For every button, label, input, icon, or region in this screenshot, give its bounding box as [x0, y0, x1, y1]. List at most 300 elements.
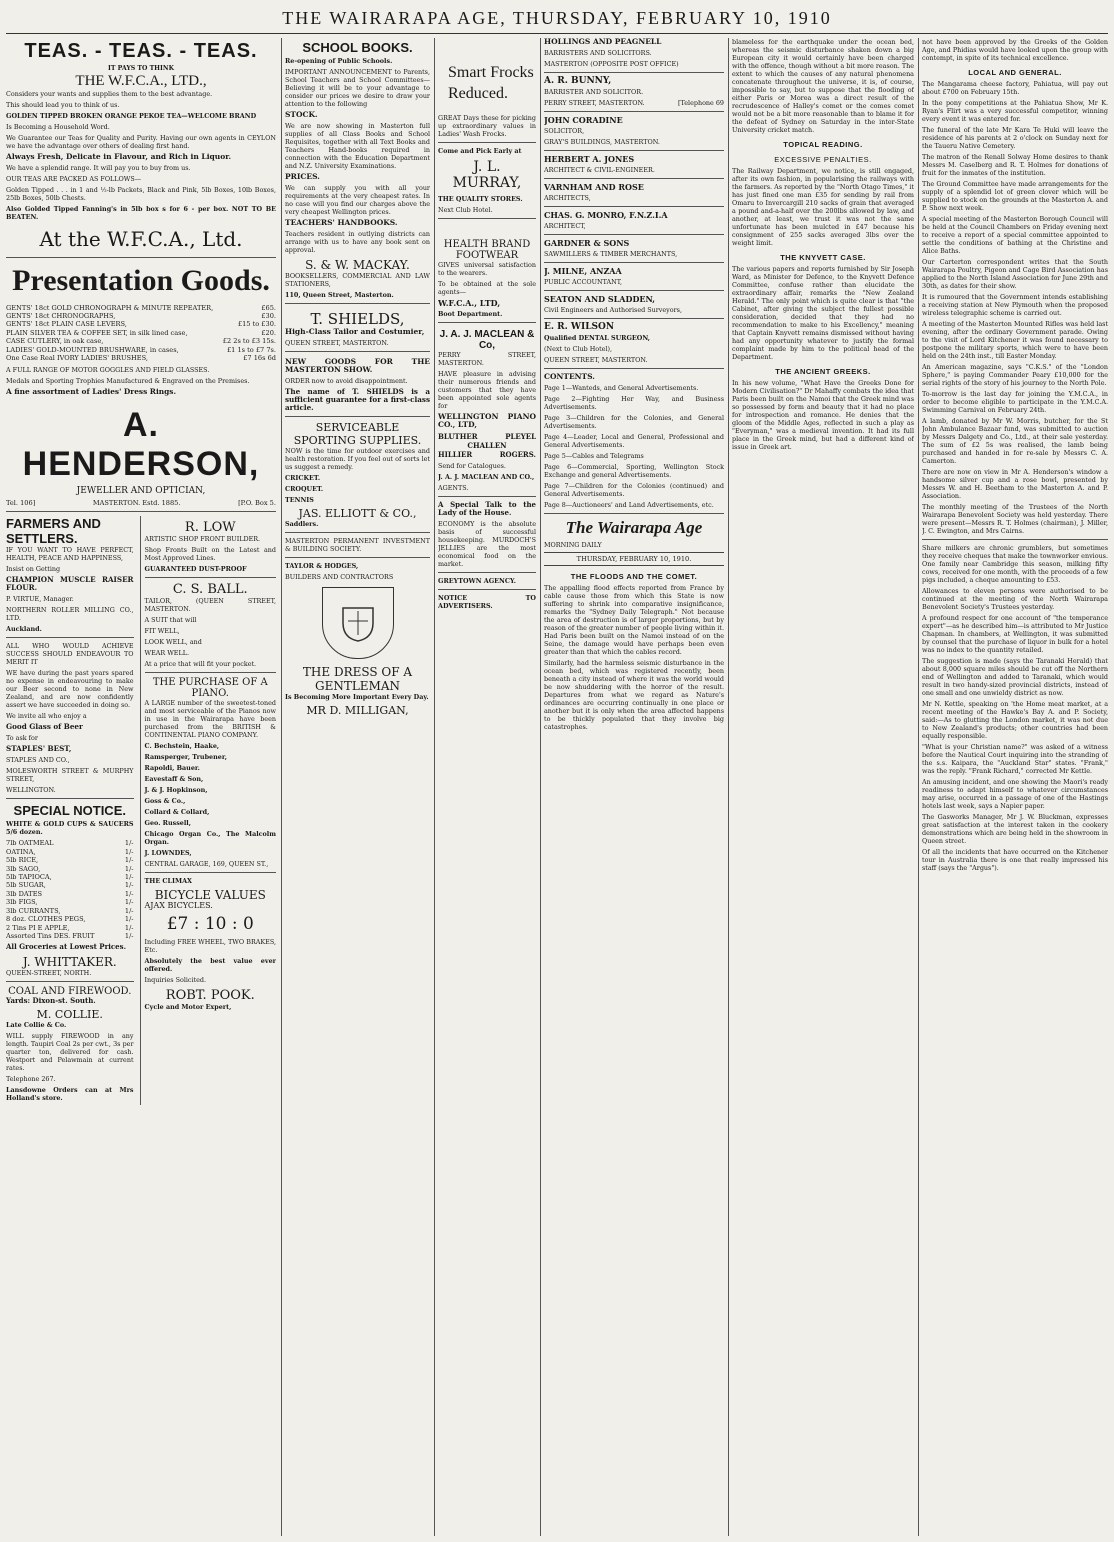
dress-sub: Is Becoming More Important Every Day. — [285, 693, 429, 701]
pres-footer: Medals and Sporting Trophies Manufactured & Engraved on the Premises. — [6, 377, 250, 386]
special-item-label: 7lb OATMEAL — [6, 839, 54, 848]
presentation-item-row — [6, 304, 276, 312]
floods-text: Similarly, had the harmless seismic disturbance in the ocean bed, which was registered recently, been beneath a city instead of where it was the world would be now shuddering with the horror of the result. Departures from what we regard as Nature's ordinances are occurring continually in one place or another but it is only when the area affected happens to be thickly populated that they involve big catastrophes. — [544, 659, 724, 731]
maclean2: J. A. J. MACLEAN AND CO., — [438, 473, 535, 481]
prices-text: We can supply you with all your requirements at the very cheapest rates. In no case will you find our charges above the very cheapest Wellington prices. — [285, 184, 430, 216]
presentation-item-row — [6, 354, 276, 362]
pres-footer: A fine assortment of Ladies' Dress Rings. — [6, 387, 177, 397]
local-item: It is rumoured that the Government intends establishing a receiving station at New Plymouth when the proposed wireless telegraphic scheme is carried out. — [922, 293, 1108, 317]
mackay-sub: BOOKSELLERS, COMMERCIAL AND LAW STATIONERS, — [285, 272, 430, 288]
wilson-addr: (Next to Club Hotel), — [544, 345, 613, 353]
special-item-price: 1/- — [124, 923, 134, 932]
come-early: Come and Pick Early at — [438, 147, 522, 155]
telephone: [Telephone 69 — [678, 99, 724, 107]
mackay-name: S. & W. MACKAY. — [305, 258, 410, 272]
divider — [544, 318, 724, 319]
contents-list — [544, 384, 724, 509]
staples-line: MOLESWORTH STREET & MURPHY STREET, — [6, 767, 134, 784]
elliott-name: JAS. ELLIOTT & CO., — [298, 507, 417, 520]
special-item-price: 1/- — [124, 864, 134, 873]
local-item: To-morrow is the last day for joining the Y.M.C.A., in order to become eligible to participate in the Y.M.C.A. Swimming Carnival on February 24th. — [922, 390, 1108, 414]
divider — [544, 368, 724, 369]
special-item-row — [6, 856, 134, 864]
special-item-row — [6, 924, 134, 932]
ball-line: A SUIT that will — [144, 616, 197, 625]
divider — [544, 234, 724, 235]
article-text: The various papers and reports furnished by Sir Joseph Ward, as Minister for Defence, to the Knyvett Defence Committee, confuse rather than elucidate the extraordinary affair, remarks the "New Zealand Herald." The only point which is quite clear is that "the Cabinet, after giving the subject the fullest possible consideration, decided that they had no recommendation to make to his Excellency," meaning that Captain Knyvett remains dismissed without having had any opportunity whatever to justify the formal complaint made by him to the political head of the Department. — [732, 265, 914, 361]
presentation-item-price: £1 1s to £7 7s. — [226, 345, 276, 354]
order-now: ORDER now to avoid disappointment. — [285, 377, 408, 385]
presentation-item-row — [6, 320, 276, 328]
local-item: A special meeting of the Masterton Borough Council will be held at the Council Chambers on Friday evening next to receive a report of a special committee appointed to settle the conditions of bathing at the Christine and Alice Baths. — [922, 215, 1108, 255]
challen: CHALLEN — [467, 441, 507, 450]
local-item: A profound respect for one account of "the temperance expert"—as he described him—is attributed to Mr Justice Chapman. In chambers, at Wellington, it was submitted by counsel that the purchase of liquor in bulk for a hotel was no index to the quantity retailed. — [922, 614, 1108, 654]
special-item-label: Assorted Tins DES. FRUIT — [6, 931, 95, 940]
special-item-price: 1/- — [124, 881, 134, 890]
special-item-row — [6, 898, 134, 906]
maclean-text: HAVE pleasure in advising their numerous friends and customers that they have been appointed sole agents for — [438, 370, 536, 410]
special-sub: WHITE & GOLD CUPS & SAUCERS 5/6 dozen. — [6, 820, 134, 837]
local-item: "What is your Christian name?" was asked of a witness before the Nautical Court inquiring into the stranding of the s.s. Kaipara, the "Auckland Star" states. "Frank," was the reply. "Frank Richard," corrected Mr Kettle. — [922, 743, 1108, 775]
special-item-price: 1/- — [124, 915, 134, 924]
special-item-label: 3lb FIGS, — [6, 898, 38, 907]
col1-right-sub — [140, 516, 276, 1105]
special-footer: All Groceries at Lowest Prices. — [6, 942, 127, 952]
column-rule — [281, 38, 282, 1536]
divider — [544, 150, 724, 151]
pleyel: PLEYEL — [505, 432, 536, 441]
piano-brand: Geo. Russell, — [144, 819, 191, 828]
best-value: Absolutely the best value ever offered. — [144, 957, 276, 974]
local-item: Of all the incidents that have occurred on the Kitchener tour in Australia there is one that really impressed his staff (says the "Argus"). — [922, 848, 1108, 872]
special-item-label: 3lb CURRANTS, — [6, 906, 61, 915]
quality-stores: THE QUALITY STORES. — [438, 195, 523, 203]
ball-name: C. S. BALL. — [172, 582, 248, 598]
divider — [544, 513, 724, 514]
local-item: A lamb, donated by Mr W. Morris, butcher, for the St John Ambulance Bazaar fund, was submitted to auction by Messrs Dalgety and Co., Ltd., at their sale yesterday. The sum of £2 5s was realised, the lamb being purchased and handed in for re-sale by Messrs C. A. Camerton. — [922, 417, 1108, 465]
presentation-item-price: £20. — [261, 328, 276, 337]
name-shields: The name of T. SHIELDS is a sufficient guarantee for a first-class article. — [285, 387, 430, 412]
vennard-sub: ARCHITECTS, — [544, 194, 591, 202]
special-list — [6, 839, 134, 940]
local-item: There are now on view in Mr A. Henderson's window a handsome silver cup and a rose bowl, presented by Messrs W. and H. Beetham to the Masterton A. and P. Association. — [922, 468, 1108, 500]
paper-title: The Wairarapa Age — [565, 518, 703, 537]
divider — [438, 142, 536, 143]
special-item-label: 5lb RICE, — [6, 856, 39, 865]
divider — [438, 572, 536, 573]
presentation-item-price: £30. — [261, 312, 276, 320]
divider — [438, 589, 536, 590]
wilson-name: E. R. WILSON — [544, 322, 615, 332]
divider — [285, 351, 430, 352]
special-item-price: 1/- — [124, 889, 134, 898]
masthead: THE WAIRARAPA AGE, THURSDAY, FEBRUARY 10, 1910 — [282, 8, 832, 28]
contents-item: Page 2—Fighting Her Way, and Business Advertisements. — [544, 395, 724, 411]
collie-text: WILL supply FIREWOOD in any length. Taupiri Coal 2s per cwt., 3s per quarter ton, delivered for cash. Westport and Pelawmain at current rates. — [6, 1032, 134, 1073]
teachers-head: TEACHERS' HANDBOOKS. — [285, 218, 398, 227]
divider — [6, 798, 134, 799]
frocks-text: GREAT Days these for picking up extraordinary values in Ladies' Wash Frocks. — [438, 114, 536, 138]
perry-street: PERRY STREET, MASTERTON. — [544, 99, 645, 107]
presentation-title: Presentation Goods. — [12, 263, 270, 297]
column-rule — [434, 38, 435, 1536]
staples-line: WE have during the past years spared no expense in endeavouring to make our Beer second to none in New Zealand, and are now confidently assert we have succeeded in doing so. — [6, 669, 134, 710]
column-2 — [285, 38, 430, 1536]
presentation-item-price: £15 to £30. — [237, 320, 276, 329]
health-text: GIVES universal satisfaction to the wearers. — [438, 261, 536, 277]
local-item: In the pony competitions at the Pahiatua Show, Mr K. Ryan's Flirt was a very successful competitor, winning every event it was entered for. — [922, 99, 1108, 123]
notice-adv: NOTICE TO ADVERTISERS. — [438, 594, 536, 610]
special-item-row — [6, 848, 134, 856]
wfca-name: THE W.F.C.A., LTD., — [75, 72, 207, 89]
column-rule — [728, 38, 729, 1536]
divider — [6, 511, 276, 512]
column-4 — [544, 38, 724, 1536]
piano-brand: Eavestaff & Son, — [144, 775, 204, 784]
divider — [285, 416, 430, 417]
collie-sub: Late Collie & Co. — [6, 1021, 67, 1030]
shields-sub: High-Class Tailor and Costumier, — [285, 327, 425, 336]
cricket: CRICKET. — [285, 474, 321, 482]
gardner-sub: SAWMILLERS & TIMBER MERCHANTS, — [544, 250, 678, 258]
article-text: not have been approved by the Greeks of the Golden Age, and Phidias would have looked upon the group with contempt, in spite of its technical excellence. — [922, 38, 1108, 62]
presentation-item-label: CASE CUTLERY, in oak case, — [6, 337, 104, 346]
teas-line: GOLDEN TIPPED BROKEN ORANGE PEKOE TEA—WELCOME BRAND — [6, 111, 257, 120]
teas-line: We Guarantee our Teas for Quality and Purity. Having our own agents in CEYLON we have the advantage over others of dealing first hand. — [6, 133, 276, 150]
organ: Chicago Organ Co., The Malcolm Organ. — [144, 830, 276, 847]
divider — [438, 496, 536, 497]
wfca2: W.F.C.A., LTD, — [438, 298, 501, 308]
sporting-text: NOW is the time for outdoor exercises and health restoration. If you feel out of sorts let us suggest a remedy. — [285, 447, 430, 471]
special-item-price: 1/- — [124, 906, 134, 915]
contents-item: Page 1—Wanteds, and General Advertisements. — [544, 384, 699, 392]
shields-addr: QUEEN STREET, MASTERTON. — [285, 339, 389, 347]
stock-text: We are now showing in Masterton full supplies of all Class Books and School Requisites, together with all Text Books and Teachers Hand-books required in connection with the Education Department and N.Z. University Examinations. — [285, 122, 430, 170]
local-item: Allowances to eleven persons were authorised to be continued at the meeting of the North Wairarapa Benevolent Society's Trustees yesterday. — [922, 587, 1108, 611]
inquiries: Inquiries Solicited. — [144, 976, 207, 985]
divider — [285, 532, 430, 533]
farmers-line: Auckland. — [6, 625, 42, 634]
smart-frocks: Smart Frocks Reduced. — [448, 64, 534, 102]
contents-item: Page 6—Commercial, Sporting, Wellington Stock Exchange and general Advertisements. — [544, 463, 724, 479]
divider — [438, 322, 536, 323]
monro-sub: ARCHITECT, — [544, 222, 586, 230]
farmers-line: NORTHERN ROLLER MILLING CO., LTD. — [6, 606, 134, 623]
divider — [145, 672, 276, 673]
gardner-name: GARDNER & SONS — [544, 238, 630, 248]
teas-line: Always Fresh, Delicate in Flavour, and Rich in Liquor. — [6, 151, 232, 161]
low-text: Shop Fronts Built on the Latest and Most Approved Lines. — [144, 546, 276, 563]
special-item-label: 3lb DATES — [6, 889, 43, 898]
school-text: IMPORTANT ANNOUNCEMENT to Parents, School Teachers and School Committees—Believing it will be to your advantage to consider our prices we desire to draw your attention to the following — [285, 68, 430, 108]
bunny-sub: BARRISTER AND SOLICITOR. — [544, 88, 644, 96]
special-item-row — [6, 881, 134, 889]
local-item: The Ground Committee have made arrangements for the supply of a splendid lot of green clover which will be supplied to stock on the grounds at the Masterton A. and P. Show next week. — [922, 180, 1108, 212]
special-item-label: OATINA, — [6, 847, 36, 856]
presentation-item-price: £2 2s to £3 15s. — [222, 337, 276, 346]
maclean-name: J. A. J. MACLEAN & Co, — [439, 329, 535, 351]
divider — [285, 303, 430, 304]
staples-line: We invite all who enjoy a — [6, 712, 87, 721]
pook-sub: Cycle and Motor Expert, — [144, 1003, 232, 1012]
milligan-name: MR D. MILLIGAN, — [306, 704, 409, 717]
divider — [544, 111, 724, 112]
special-item-label: 8 doz. CLOTHES PEGS, — [6, 915, 86, 924]
divider — [285, 557, 430, 558]
bluther: BLUTHER — [438, 432, 478, 441]
special-item-price: 1/- — [124, 856, 134, 865]
whittaker-name: J. WHITTAKER. — [22, 955, 117, 970]
presentation-item-label: PLAIN SILVER TEA & COFFEE SET, in silk lined case, — [6, 328, 188, 337]
special-item-price: 1/- — [124, 931, 134, 940]
column-6 — [922, 38, 1108, 1536]
local-item: Our Carterton correspondent writes that the South Wairarapa Poultry, Pigeon and Cage Bird Association has applied to the North Island Association for June 29th and 30th, as dates for their show. — [922, 258, 1108, 290]
presentation-item-label: GENTS' 18ct GOLD CHRONOGRAPH & MINUTE REPEATER, — [6, 303, 214, 312]
dress-title: THE DRESS OF A GENTLEMAN — [302, 665, 413, 693]
piano-brand: Collard & Collard, — [144, 808, 210, 817]
henderson-name: A. HENDERSON, — [22, 406, 260, 484]
farmers-title: FARMERS AND SETTLERS. — [6, 516, 101, 547]
maclean-addr: PERRY STREET, MASTERTON. — [438, 351, 536, 367]
staples-line: Good Glass of Beer — [6, 722, 83, 732]
wpiano: WELLINGTON PIANO CO., LTD, — [438, 412, 536, 429]
ball-sub: TAILOR, (QUEEN STREET, MASTERTON. — [144, 597, 276, 614]
local-heading: LOCAL AND GENERAL. — [968, 68, 1062, 77]
floods-text: The appalling flood effects reported from France by cable cause those from which this State is now suffering to shrink into comparative insignificance, remarks the "Sydney Daily Telegraph." Not because the area of destruction is of larger proportions, but by reason of the greater number of people living within it. Had Paris been built on the Namoi instead of on the Seine, the damage would have perhaps been even greater than that which the cables record. — [544, 584, 724, 656]
staples-line: STAPLES' BEST, — [6, 744, 72, 754]
special-notice-title: SPECIAL NOTICE. — [13, 803, 126, 819]
teachers-text: Teachers resident in outlying districts can arrange with us to have any book sent on approval. — [285, 230, 430, 254]
special-item-row — [6, 907, 134, 915]
farmers-line: P. VIRTUE, Manager. — [6, 595, 74, 604]
local-item: The Gasworks Manager, Mr J. W. Bluckman, expresses great satisfaction at the interest taken in the cookery demonstrations which are being held in the showroom in Queen street. — [922, 813, 1108, 845]
coradine-sub: SOLICITOR, — [544, 127, 585, 135]
divider — [438, 218, 536, 219]
building-society: MASTERTON PERMANENT INVESTMENT & BUILDING SOCIETY. — [285, 537, 430, 553]
health-title: HEALTH BRAND FOOTWEAR — [443, 239, 531, 261]
henderson-box: [P.O. Box 5. — [238, 499, 276, 508]
greytown: GREYTOWN AGENCY. — [438, 577, 516, 585]
special-talk: A Special Talk to the Lady of the House. — [438, 500, 536, 517]
divider — [6, 257, 276, 258]
presentation-item-label: LADIES' GOLD-MOUNTED BRUSHWARE, in cases, — [6, 345, 179, 354]
piano-brand: Goss & Co., — [144, 797, 186, 806]
excessive-heading: EXCESSIVE PENALTIES. — [774, 155, 872, 164]
contents-item: Page 4—Leader, Local and General, Professional and General Advertisements. — [544, 433, 724, 449]
col1-left-sub — [6, 516, 134, 1105]
boot-dept: Boot Department. — [438, 310, 503, 318]
coal-yards: Yards: Dixon-st. South. — [6, 996, 96, 1006]
teas-sub: IT PAYS TO THINK — [108, 65, 174, 72]
shields-name: T. SHIELDS, — [310, 310, 405, 328]
article-text: The Railway Department, we notice, is still engaged, after its own fashion, in popularising the railways with the farmers. As reported by the "North Otago Times," it has just fined one man £35 for sending by rail from Omaru to Invercargill 210 sacks of grain that averaged a pound and-a-half over the 200lbs allowed by law, and another, at least, we trust it was not the same unfortunate has been mulcted in £47 because his consignment of 255 sacks averaged 3lbs over the weight limit. — [732, 167, 914, 247]
contents-item: Page 3—Children for the Colonies, and General Advertisements. — [544, 414, 724, 430]
seaton-name: SEATON AND SLADDEN, — [544, 294, 656, 304]
wilson-sub: Qualified DENTAL SURGEON, — [544, 334, 651, 342]
teas-line: Is Becoming a Household Word. — [6, 122, 110, 131]
local-item: The monthly meeting of the Trustees of the North Wairarapa Benevolent Society was held yesterday. There were present—Messrs R. T. Holmes (chairman), J. Miller, J. C. Ewington, and Mrs Cairns. — [922, 503, 1108, 535]
murray-name: J. L. MURRAY, — [452, 159, 522, 191]
contents-item: Page 7—Children for the Colonies (continued) and General Advertisements. — [544, 482, 724, 498]
piano-brand: Rapoldi, Bauer. — [144, 764, 200, 773]
elliott-sub: Saddlers. — [285, 520, 319, 528]
taylor-name: TAYLOR & HODGES, — [285, 562, 359, 570]
ball-line: LOOK WELL, and — [144, 638, 202, 647]
presentation-item-label: GENTS' 18ct CHRONOGRAPHS, — [6, 312, 116, 320]
local-item: The suggestion is made (says the Taranaki Herald) that about 8,000 square miles should be cut off the Northern end of Wellington and added to Taranaki, which would result in two handy-sized provincial districts, instead of one small and one unwieldy district as now. — [922, 657, 1108, 697]
divider — [6, 981, 134, 982]
special-item-row — [6, 839, 134, 847]
presentation-item-price: £7 16s 6d — [243, 354, 276, 363]
morning-daily: MORNING DAILY — [544, 541, 602, 549]
taylor-sub: BUILDERS AND CONTRACTORS — [285, 573, 394, 581]
local-item: The funeral of the late Mr Kara Te Huki will leave the residence of his parents at 2 o'clock on Sunday next for the Taueru Native Cemetery. — [922, 126, 1108, 150]
croquet: CROQUET. — [285, 485, 324, 493]
piano-brand: Ramsperger, Trubener, — [144, 753, 227, 762]
divider — [544, 290, 724, 291]
special-item-row — [6, 890, 134, 898]
school-books-title: SCHOOL BOOKS. — [302, 40, 413, 55]
coradine-name: JOHN CORADINE — [544, 115, 623, 125]
presentation-item-row — [6, 346, 276, 354]
lowndes-addr: CENTRAL GARAGE, 169, QUEEN ST., — [144, 860, 269, 869]
seaton-sub: Civil Engineers and Authorised Surveyors, — [544, 306, 682, 314]
ball-line: WEAR WELL. — [144, 649, 189, 658]
coradine-addr: GRAY'S BUILDINGS, MASTERTON. — [544, 138, 660, 146]
milne-sub: PUBLIC ACCOUNTANT, — [544, 278, 623, 286]
staples-line: STAPLES AND CO., — [6, 756, 70, 765]
divider — [544, 178, 724, 179]
special-item-label: 5lb SUGAR, — [6, 881, 46, 890]
divider — [145, 577, 276, 578]
collie-foot: Lansdowne Orders can at Mrs Holland's store. — [6, 1086, 134, 1103]
teas-line: Considers your wants and supplies them to the best advantage. — [6, 89, 213, 98]
farmers-line: CHAMPION MUSCLE RAISER FLOUR. — [6, 575, 134, 593]
piano-brand: J. & J. Hopkinson, — [144, 786, 208, 795]
teas-line: This should lead you to think of us. — [6, 100, 120, 109]
divider — [922, 539, 1108, 540]
vennard-name: VARNHAM AND ROSE — [544, 182, 644, 192]
special-item-row — [6, 873, 134, 881]
ancient-heading: THE ANCIENT GREEKS. — [775, 367, 871, 376]
coal-title: COAL AND FIREWOOD. — [8, 986, 132, 998]
bicycle-price: £7 : 10 : 0 — [166, 914, 254, 935]
climax: THE CLIMAX — [144, 877, 192, 886]
pook-name: ROBT. POOK. — [165, 988, 255, 1004]
pres-footer: A FULL RANGE OF MOTOR GOGGLES AND FIELD GLASSES. — [6, 366, 210, 375]
sporting-title: SERVICEABLE SPORTING SUPPLIES. — [293, 421, 422, 447]
stock-head: STOCK. — [285, 110, 318, 119]
prices-head: PRICES. — [285, 172, 320, 181]
special-item-price: 1/- — [124, 873, 134, 882]
henderson-tel: Tel. 106] — [6, 499, 36, 508]
monro-name: CHAS. G. MONRO, F.N.Z.I.A — [544, 210, 668, 220]
column-3 — [438, 38, 536, 1536]
divider — [544, 206, 724, 207]
special-item-row — [6, 932, 134, 940]
bicycle-values: BICYCLE VALUES — [154, 888, 266, 903]
divider — [544, 262, 724, 263]
wilson-street: QUEEN STREET, MASTERTON. — [544, 356, 648, 364]
local-item: The matron of the Renall Solway Home desires to thank Messrs M. Caselberg and R. T. Holmes for donations of fruit for the inmates of the institution. — [922, 153, 1108, 177]
next-club: Next Club Hotel. — [438, 206, 493, 214]
collie-tel: Telephone 267. — [6, 1075, 56, 1084]
teas-title: TEAS. - TEAS. - TEAS. — [24, 40, 258, 62]
henderson-addr: MASTERTON. Estd. 1885. — [92, 499, 181, 508]
ball-line: At a price that will fit your pocket. — [144, 660, 257, 669]
low-guard: GUARANTEED DUST-PROOF — [144, 565, 247, 574]
divider — [6, 637, 134, 638]
staples-line: WELLINGTON. — [6, 786, 56, 795]
local-item: The Mangarama cheese factory, Pahiatua, will pay out about £700 on February 15th. — [922, 80, 1108, 96]
new-goods: NEW GOODS FOR THE MASTERTON SHOW. — [285, 357, 430, 374]
teas-line: We have a splendid range. It will pay you to buy from us. — [6, 163, 191, 172]
presentation-list — [6, 304, 276, 363]
piano-text: A LARGE number of the sweetest-toned and most serviceable of the Pianos now in use in the Wairarapa have been purchased from the BRITISH & CONTINENTAL PIANO COMPANY. — [144, 699, 276, 740]
masthead-rule — [6, 33, 1108, 34]
presentation-item-row — [6, 312, 276, 320]
mackay-addr: 110, Queen Street, Masterton. — [285, 291, 394, 299]
contents-title: CONTENTS. — [544, 372, 595, 381]
agents: AGENTS. — [438, 484, 469, 492]
column-rule — [540, 38, 541, 1536]
piano-title: THE PURCHASE OF A PIANO. — [152, 677, 268, 700]
floods-heading: THE FLOODS AND THE COMET. — [570, 572, 698, 581]
special-item-label: 5lb TAPIOCA, — [6, 873, 52, 882]
contents-item: Page 5—Cables and Telegrams — [544, 452, 644, 460]
special-item-label: 3lb SAGO, — [6, 864, 41, 873]
milne-name: J. MILNE, ANZAA — [544, 266, 622, 276]
jones-name: HERBERT A. JONES — [544, 154, 635, 164]
divider — [544, 72, 724, 73]
topical-heading: TOPICAL READING. — [783, 140, 863, 149]
special-item-price: 1/- — [124, 839, 134, 848]
local-item: An American magazine, says "C.K.S." of the "London Sphere," is paying Commander Peary £10,000 for the serial rights of the story of his journey to the North Pole. — [922, 363, 1108, 387]
local-item: An amusing incident, and one showing the Maori's ready readiness to adapt himself to whatever circumstances may arise, occurred in a passage of one of the Hastings hotels last week, says a Napier paper. — [922, 778, 1108, 810]
local-item: A meeting of the Masterton Mounted Rifles was held last evening, after the ordinary Government parade. Owing to the visit of Lord Kitchener it was found necessary to postpone the military sports, which were to have been held on the 24th inst., till Easter Monday. — [922, 320, 1108, 360]
piano-brand: C. Bechstein, Haake, — [144, 742, 220, 751]
presentation-item-row — [6, 337, 276, 345]
at-wfca: At the W.F.C.A., Ltd. — [39, 226, 243, 251]
teas-line: Golden Tipped . . . in 1 and ½-lb Packets, Black and Pink, 5lb Boxes, 10lb Boxes, 25lb Boxes, 50lb Chests. — [6, 185, 276, 202]
hillier: HILLIER — [438, 450, 473, 459]
ajax: AJAX BICYCLES. — [144, 901, 213, 911]
farmers-line: IF YOU WANT TO HAVE PERFECT, HEALTH, PEACE AND HAPPINESS, — [6, 546, 134, 563]
teas-line: OUR TEAS ARE PACKED AS FOLLOWS— — [6, 174, 142, 183]
article-text: blameless for the earthquake under the ocean bed, whereas the seismic disturbance shaken down a big European city it would certainly have been charged with the offence, though without a bit more reason. The extent to which the causes of any natural phenomena concatenate throughout the universe, it is, of course, impossible to say, but to suppose that the flooding of either Paris or Morea was a direct result of the recrudescence of Halley's comet or the comes comet would not be a bit more reasonable than to blame it for the defeat of Sydney on Saturday in the inter-State University cricket match. — [732, 38, 914, 134]
staples-line: To ask for — [6, 734, 38, 743]
knyvett-heading: THE KNYVETT CASE. — [780, 253, 866, 262]
low-sub: ARTISTIC SHOP FRONT BUILDER. — [144, 535, 261, 544]
special-item-price: 1/- — [124, 847, 134, 856]
staples-line: ALL WHO WOULD ACHIEVE SUCCESS SHOULD ENDEAVOUR TO MERIT IT — [6, 642, 134, 667]
catalogues: Send for Catalogues. — [438, 462, 506, 470]
column-1 — [6, 38, 276, 1536]
hollings-name: HOLLINGS AND PEAGNELL — [544, 38, 662, 46]
teas-line: Also Golded Tipped Fanning's in 5lb box s for 6 - per box. NOT TO BE BEATEN. — [6, 204, 276, 221]
hollings-addr: MASTERTON (OPPOSITE POST OFFICE) — [544, 60, 679, 68]
contents-item: Page 8—Auctioneers' and Land Advertisements, etc. — [544, 501, 714, 509]
column-5 — [732, 38, 914, 1536]
health-agents: To be obtained at the sole agents— — [438, 280, 536, 296]
henderson-sub: JEWELLER AND OPTICIAN, — [76, 486, 206, 497]
reopening: Re-opening of Public Schools. — [285, 57, 393, 65]
column-rule — [918, 38, 919, 1536]
ball-line: FIT WELL, — [144, 627, 180, 636]
farmers-line: Insist on Getting — [6, 565, 61, 574]
collie-name: M. COLLIE. — [36, 1008, 103, 1022]
presentation-item-price: £65. — [261, 303, 276, 312]
